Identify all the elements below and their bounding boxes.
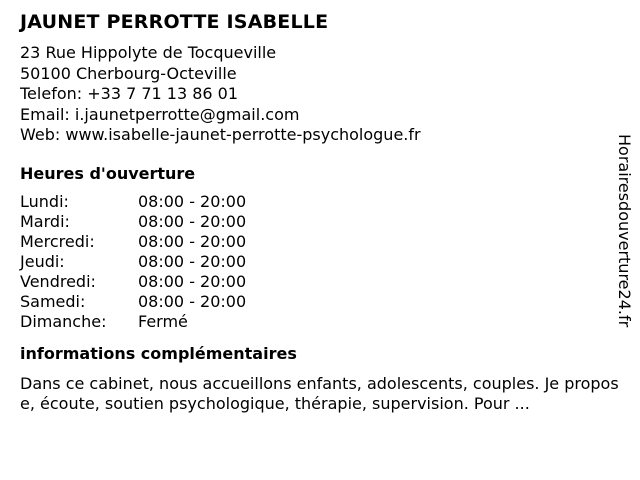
business-name: JAUNET PERROTTE ISABELLE xyxy=(20,11,329,33)
time-value: 08:00 - 20:00 xyxy=(138,211,247,231)
phone-line: Telefon: +33 7 71 13 86 01 xyxy=(20,84,239,103)
day-label: Samedi: xyxy=(20,291,86,311)
time-value: 08:00 - 20:00 xyxy=(138,251,247,271)
hours-row-wednesday xyxy=(20,232,620,252)
time-value: Fermé xyxy=(138,311,188,331)
hours-table xyxy=(20,192,620,332)
business-card xyxy=(20,10,620,415)
time-value: 08:00 - 20:00 xyxy=(138,231,247,251)
info-description: Dans ce cabinet, nous accueillons enfants, adolescents, couples. Je propose, écoute, soutien psychologique, thérapie, supervision. Pour ... xyxy=(20,373,619,413)
time-value: 08:00 - 20:00 xyxy=(138,191,247,211)
hours-row-saturday xyxy=(20,292,620,312)
hours-heading: Heures d'ouverture xyxy=(20,163,196,183)
day-label: Vendredi: xyxy=(20,271,96,291)
time-value: 08:00 - 20:00 xyxy=(138,271,247,291)
email-line: Email: i.jaunetperrotte@gmail.com xyxy=(20,104,300,124)
contact-block xyxy=(20,43,620,146)
day-label: Lundi: xyxy=(20,191,69,211)
day-label: Mardi: xyxy=(20,211,70,231)
address-line-1: 23 Rue Hippolyte de Tocqueville xyxy=(20,43,277,62)
web-line: Web: www.isabelle-jaunet-perrotte-psychologue.fr xyxy=(20,125,421,144)
day-label: Jeudi: xyxy=(20,251,65,271)
info-heading: informations complémentaires xyxy=(20,343,297,363)
address-line-2: 50100 Cherbourg-Octeville xyxy=(20,63,237,83)
day-label: Dimanche: xyxy=(20,311,107,331)
time-value: 08:00 - 20:00 xyxy=(138,291,247,311)
hours-row-thursday xyxy=(20,252,620,272)
watermark-text: Horairesdouverture24.fr xyxy=(615,134,634,328)
hours-row-sunday xyxy=(20,312,620,332)
hours-row-tuesday xyxy=(20,212,620,232)
hours-row-monday xyxy=(20,192,620,212)
day-label: Mercredi: xyxy=(20,231,95,251)
hours-row-friday xyxy=(20,272,620,292)
